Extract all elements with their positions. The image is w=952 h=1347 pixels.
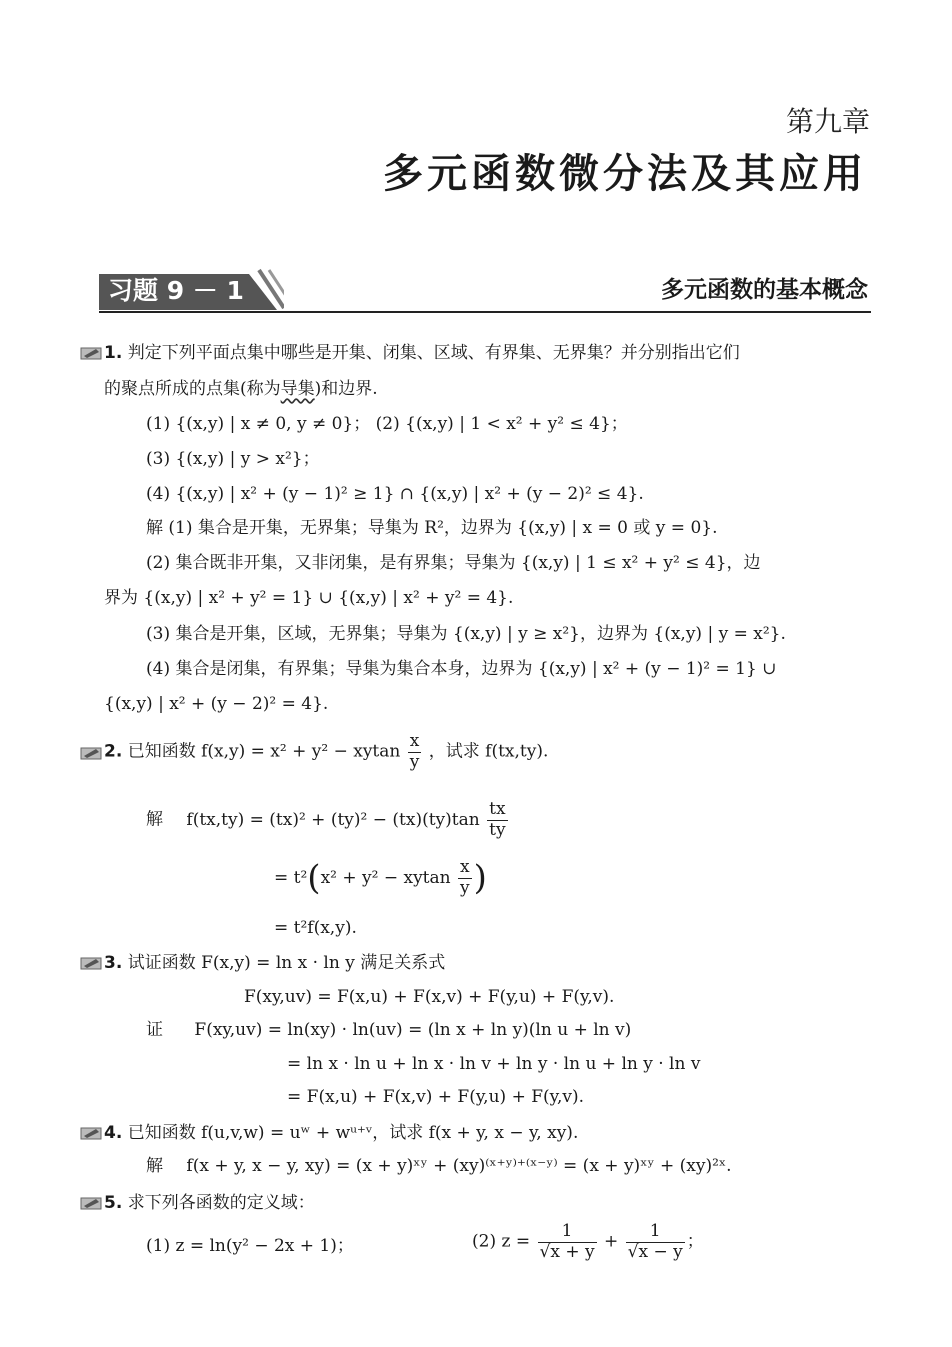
fraction-1-over-sqrt-x-minus-y: [626, 1222, 685, 1262]
fraction-numerator: x: [408, 732, 422, 753]
solution-label: 解: [146, 809, 163, 830]
problem-1-statement: [104, 345, 740, 362]
fraction-numerator: x: [458, 858, 472, 879]
problem-1-number: 1.: [104, 343, 123, 363]
problem-5-item-1: (1) z = ln(y² − 2x + 1)；: [146, 1236, 354, 1256]
problem-3-proof-line1: [146, 1022, 631, 1039]
right-paren: ): [473, 858, 487, 898]
problem-3-statement: [104, 955, 445, 972]
problem-5-number: 5.: [104, 1193, 123, 1213]
problem-4-number: 4.: [104, 1123, 123, 1143]
fraction-1-over-sqrt-x-plus-y: [538, 1222, 597, 1262]
problem-1-line1: 判定下列平面点集中哪些是开集、闭集、区域、有界集、无界集？并分别指出它们: [127, 343, 740, 363]
problem-1-solution-2-line2: 界为 {(x,y) | x² + y² = 1} ∪ {(x,y) | x² + y² = 4}.: [104, 588, 514, 608]
problem-2-sol2-pre: = t²: [274, 867, 308, 888]
problem-1-solution-2-line1: (2) 集合既非开集，又非闭集，是有界集；导集为 {(x,y) | 1 ≤ x² + y² ≤ 4}，边: [146, 553, 761, 573]
problem-1-items-1-2: (1) {(x,y) | x ≠ 0, y ≠ 0}； (2) {(x,y) | 1 < x² + y² ≤ 4}；: [146, 414, 628, 434]
problem-1-item-3: (3) {(x,y) | y > x²}；: [146, 449, 320, 469]
problem-4-statement: [104, 1125, 578, 1142]
problem-1-solution-4-line1: (4) 集合是闭集，有界集；导集为集合本身，边界为 {(x,y) | x² + (y − 1)² = 1} ∪: [146, 659, 777, 679]
problem-4-sol: f(x + y, x − y, xy) = (x + y)ˣʸ + (xy)⁽ˣ⁺ʸ⁾⁺⁽ˣ⁻ʸ⁾ = (x + y)ˣʸ + (xy)²ˣ.: [186, 1156, 732, 1176]
problem-1-line2-pre: 的聚点所成的点集(称为: [104, 379, 281, 399]
problem-2-stmt-post: ，试求 f(tx,ty).: [428, 741, 549, 762]
problem-2-stmt-pre: 已知函数 f(x,y) = x² + y² − xytan: [127, 741, 401, 762]
proof-label: 证: [146, 1020, 163, 1040]
left-paren: (: [307, 858, 321, 898]
fraction-denominator: ty: [489, 819, 506, 840]
problem-3-stmt: 试证函数 F(x,y) = ln x · ln y 满足关系式: [127, 953, 446, 973]
fraction-denominator: y: [460, 877, 470, 898]
problem-2-sol1-pre: f(tx,ty) = (tx)² + (ty)² − (tx)(ty)tan: [186, 809, 480, 830]
problem-1-item-4: (4) {(x,y) | x² + (y − 1)² ≥ 1} ∩ {(x,y) | x² + (y − 2)² ≤ 4}.: [146, 484, 644, 504]
problem-2-sol2-inner: x² + y² − xytan: [320, 867, 451, 888]
problem-1-solution-3: (3) 集合是开集，区域，无界集；导集为 {(x,y) | y ≥ x²}，边界为 {(x,y) | y = x²}.: [146, 624, 786, 644]
chapter-title: 多元函数微分法及其应用: [383, 151, 867, 197]
fraction-x-over-y: [408, 732, 422, 772]
problem-5-item2-post: ；: [686, 1231, 704, 1252]
fraction-denominator: √x − y: [627, 1241, 683, 1262]
fraction-tx-over-ty: [487, 800, 507, 840]
problem-2-solution-line3: = t²f(x,y).: [274, 918, 357, 938]
solution-label: 解: [146, 1156, 163, 1176]
pencil-icon: [80, 345, 104, 361]
section-title: 多元函数的基本概念: [661, 277, 868, 303]
problem-2-statement: [104, 732, 548, 772]
pencil-icon: [80, 1195, 104, 1211]
problem-3-proof1: F(xy,uv) = ln(xy) · ln(uv) = (ln x + ln y)(ln u + ln v): [194, 1020, 632, 1040]
problem-4-solution: [146, 1158, 732, 1175]
chapter-number: 第九章: [785, 105, 870, 138]
problem-3-proof-line2: = ln x · ln u + ln x · ln v + ln y · ln u + ln y · ln v: [287, 1054, 701, 1074]
problem-5-item2-pre: (2) z =: [472, 1231, 531, 1252]
problem-5-stmt: 求下列各函数的定义域：: [127, 1193, 315, 1213]
problem-2-solution-line2: [274, 858, 487, 899]
problem-1-line2: [104, 381, 378, 398]
problem-1-solution-4-line2: {(x,y) | x² + (y − 2)² = 4}.: [104, 694, 329, 714]
fraction-numerator: 1: [626, 1222, 685, 1243]
problem-2-solution-line1: [146, 800, 510, 840]
fraction-denominator: √x + y: [539, 1241, 595, 1262]
problem-3-number: 3.: [104, 953, 123, 973]
problem-3-relation: F(xy,uv) = F(x,u) + F(x,v) + F(y,u) + F(y,v).: [244, 987, 615, 1007]
fraction-denominator: y: [409, 751, 420, 772]
fraction-numerator: tx: [487, 800, 507, 821]
problem-3-proof-line3: = F(x,u) + F(x,v) + F(y,u) + F(y,v).: [287, 1087, 585, 1107]
problem-1-solution-1: 解 (1) 集合是开集，无界集；导集为 R²，边界为 {(x,y) | x = 0 或 y = 0}.: [146, 518, 718, 538]
exercise-label: 习题 9 － 1: [108, 276, 244, 305]
plus-sign: +: [603, 1231, 619, 1252]
problem-5-statement: [104, 1195, 315, 1212]
pencil-icon: [80, 955, 104, 971]
pencil-icon: [80, 1125, 104, 1141]
fraction-x-over-y: [458, 858, 472, 898]
section-rule: [99, 311, 871, 313]
fraction-numerator: 1: [538, 1222, 597, 1243]
problem-2-number: 2.: [104, 741, 123, 762]
pencil-icon: [80, 745, 104, 761]
problem-1-line2-post: )和边界.: [314, 379, 378, 399]
problem-4-stmt: 已知函数 f(u,v,w) = uʷ + wᵘ⁺ᵛ，试求 f(x + y, x − y, xy).: [127, 1123, 579, 1143]
derived-set-term: 导集: [280, 379, 315, 399]
problem-5-item-2: [472, 1222, 704, 1262]
